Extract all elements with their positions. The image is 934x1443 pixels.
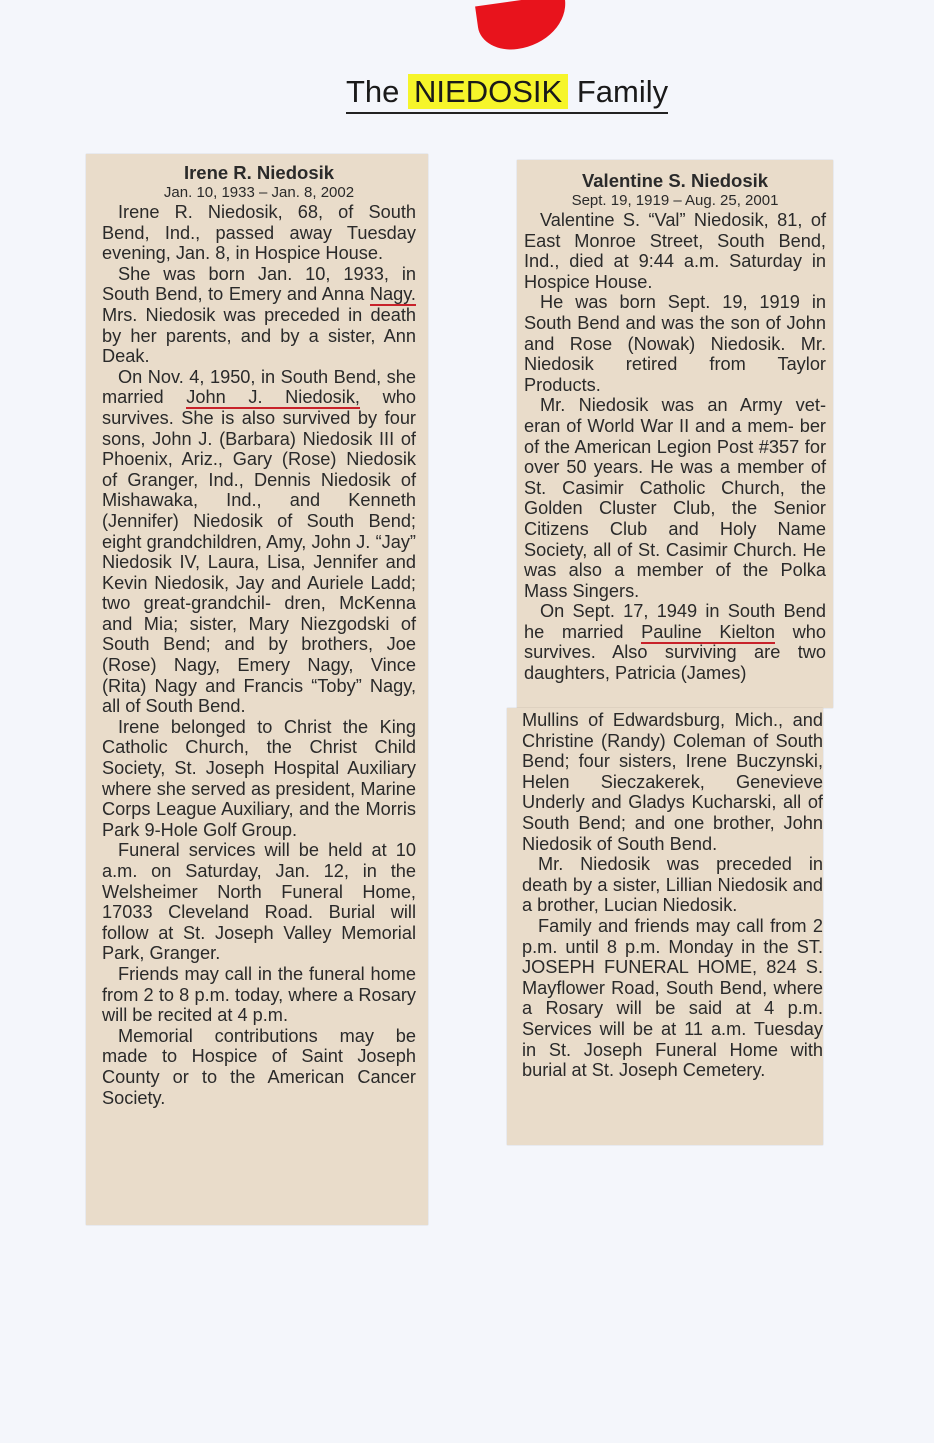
red-ink-mark — [475, 0, 571, 54]
obituary-clipping-irene — [86, 154, 428, 1225]
obituary-dates: Sept. 19, 1919 – Aug. 25, 2001 — [571, 192, 779, 209]
title-suffix: Family — [576, 74, 669, 109]
title-prefix: The — [346, 74, 400, 109]
obituary-paragraph: Memorial contributions may be made to Hospice of Saint Joseph County or to the American Cancer Society. — [102, 1025, 416, 1108]
obituary-clipping-valentine — [517, 160, 833, 708]
obituary-paragraph: Mr. Niedosik was preceded in death by a sister, Lillian Niedosik and a brother, Lucian Niedosik. — [522, 854, 823, 916]
obituary-paragraph: Valentine S. “Val” Niedosik, 81, of East Monroe Street, South Bend, Ind., died at 9:44 a.m. Saturday in Hospice House. — [524, 210, 826, 292]
obituary-paragraph — [102, 264, 416, 367]
obituary-paragraph: Funeral services will be held at 10 a.m. on Saturday, Jan. 12, in the Welsheimer North Funeral Home, 17033 Cleveland Road. Burial will follow at St. Joseph Valley Memorial Park, Granger. — [102, 840, 416, 964]
underlined-name: Nagy. — [369, 284, 416, 305]
obituary-paragraph: Family and friends may call from 2 p.m. until 8 p.m. Monday in the ST. JOSEPH FUNERAL HOME, 824 S. Mayflower Road, South Bend, where a Rosary will be said at 4 p.m. Services will be at 11 a.m. Tuesday in St. Joseph Funeral Home with burial at St. Joseph Cemetery. — [522, 915, 823, 1081]
obituary-name: Irene R. Niedosik — [183, 162, 335, 183]
obituary-clipping-valentine-continued — [507, 708, 823, 1145]
obituary-paragraph: Irene belonged to Christ the King Catholic Church, the Christ Child Society, St. Joseph Hospital Auxiliary where she served as president, Marine Corps League Auxiliary, and the Morris Park 9-Hole Golf Group. — [102, 716, 416, 840]
obituary-paragraph: Irene R. Niedosik, 68, of South Bend, Ind., passed away Tuesday evening, Jan. 8, in Hospice House. — [102, 202, 416, 264]
obituary-paragraph — [102, 367, 416, 717]
paragraph-text: She was born Jan. 10, 1933, in South Bend, to Emery and Anna — [102, 263, 416, 305]
obituary-dates: Jan. 10, 1933 – Jan. 8, 2002 — [163, 184, 355, 201]
underlined-name: John J. Niedosik, — [186, 387, 360, 408]
paragraph-text: who survives. Also surviving are two daughters, Patricia (James) — [524, 621, 826, 684]
obituary-paragraph: He was born Sept. 19, 1919 in South Bend and was the son of John and Rose (Nowak) Niedosik. Mr. Niedosik retired from Taylor Products. — [524, 292, 826, 395]
obituary-paragraph: Mr. Niedosik was an Army vet- eran of World War II and a mem- ber of the American Legion Post #357 for over 50 years. He was a member of St. Casimir Catholic Church, the Golden Cluster Club, the Senior Citizens Club and Holy Name Society, all of St. Casimir Church. He was also a member of the Polka Mass Singers. — [524, 395, 826, 601]
obituary-paragraph: Mullins of Edwardsburg, Mich., and Christine (Randy) Coleman of South Bend; four sisters, Irene Buczynski, Helen Sieczakerek, Genevieve Underly and Gladys Kucharski, all of South Bend; and one brother, John Niedosik of South Bend. — [522, 710, 823, 854]
page-title — [346, 74, 668, 114]
paragraph-text: Mrs. Niedosik was preceded in death by her parents, and by a sister, Ann Deak. — [102, 304, 416, 367]
obituary-paragraph: Friends may call in the funeral home from 2 to 8 p.m. today, where a Rosary will be recited at 4 p.m. — [102, 963, 416, 1026]
obituary-paragraph — [524, 601, 826, 683]
title-highlight: NIEDOSIK — [408, 74, 568, 109]
paragraph-text: On Nov. 4, 1950, in South Bend, she married — [102, 366, 416, 408]
paragraph-text: On Sept. 17, 1949 in South Bend he married — [524, 601, 826, 642]
obituary-name: Valentine S. Niedosik — [581, 170, 769, 191]
underlined-name: Pauline Kielton — [641, 621, 775, 642]
paragraph-text: who survives. She is also survived by four sons, John J. (Barbara) Niedosik III of Phoenix, Ariz., Gary (Rose) Niedosik of Granger, Ind., Dennis Niedosik of Mishawaka, Ind., and Kenneth (Jennifer) Niedosik of South Bend; eight grandchildren, Amy, John J. “Jay” Niedosik IV, Laura, Lisa, Jennifer and Kevin Niedosik, Jay and Auriele Ladd; two great-grandchil- dren, McKenna and Mia; sister, Mary Niezgodski of South Bend; and by brothers, Joe (Rose) Nagy, Emery Nagy, Vince (Rita) Nagy and Francis “Toby” Nagy, all of South Bend. — [102, 387, 416, 717]
